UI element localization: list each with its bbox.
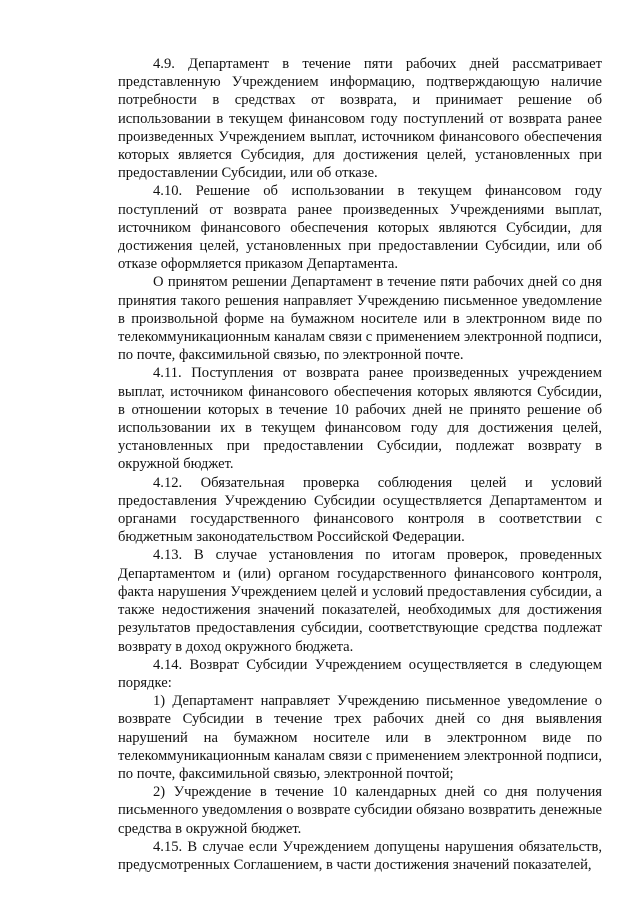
paragraph-4-10: 4.10. Решение об использовании в текущем финансовом году поступлений от возврата ранее произведенных Учреждениями выплат, источником финансового обеспечения которых являются Субсидии, для достижения целей, установленных при предоставлении Субсидии, или об отказе оформляется приказом Департамента. [118,183,602,273]
paragraph-4-15: 4.15. В случае если Учреждением допущены нарушения обязательств, предусмотренных Соглашением, в части достижения значений показателей, [118,838,602,873]
paragraph-decision-notice: О принятом решении Департамент в течение пяти рабочих дней со дня принятия такого решения направляет Учреждению письменное уведомление в произвольной форме на бумажном носителе или в электронном виде по телекоммуникационным каналам связи с применением электронной подписи, по почте, факсимильной связью, по электронной почте. [118,274,602,364]
paragraph-4-11: 4.11. Поступления от возврата ранее произведенных учреждением выплат, источником финансового обеспечения которых являются Субсидии, в отношении которых в течение 10 рабочих дней не принято решение об использовании их в текущем финансовом году для достижения целей, установленных при предоставлении Субсидии, подлежат возврату в окружной бюджет. [118,365,602,473]
document-page [118,55,602,874]
paragraph-item-1: 1) Департамент направляет Учреждению письменное уведомление о возврате Субсидии в течение трех рабочих дней со дня выявления нарушений на бумажном носителе или в электронном виде по телекоммуникационным каналам связи с применением электронной подписи, по почте, факсимильной связью, электронной почтой; [118,693,602,782]
paragraph-4-9: 4.9. Департамент в течение пяти рабочих дней рассматривает представленную Учреждением информацию, подтверждающую наличие потребности в средствах от возврата, и принимает решение об использовании в текущем финансовом году поступлений от возврата ранее произведенных Учреждением выплат, источником финансового обеспечения которых является Субсидия, для достижения целей, установленных при предоставлении Субсидии, или об отказе. [118,56,602,182]
paragraph-4-13: 4.13. В случае установления по итогам проверок, проведенных Департаментом и (или) органом государственного финансового контроля, факта нарушения Учреждением целей и условий предоставления субсидии, а также недостижения значений показателей, необходимых для достижения результатов предоставления субсидии, соответствующие средства подлежат возврату в доход окружного бюджета. [118,547,602,655]
paragraph-4-12: 4.12. Обязательная проверка соблюдения целей и условий предоставления Учреждению Субсидии осуществляется Департаментом и органами государственного финансового контроля в соответствии с бюджетным законодательством Российской Федерации. [118,474,602,546]
paragraph-4-14: 4.14. Возврат Субсидии Учреждением осуществляется в следующем порядке: [118,656,602,691]
paragraph-item-2: 2) Учреждение в течение 10 календарных дней со дня получения письменного уведомления о возврате субсидии обязано возвратить денежные средства в окружной бюджет. [118,784,602,837]
